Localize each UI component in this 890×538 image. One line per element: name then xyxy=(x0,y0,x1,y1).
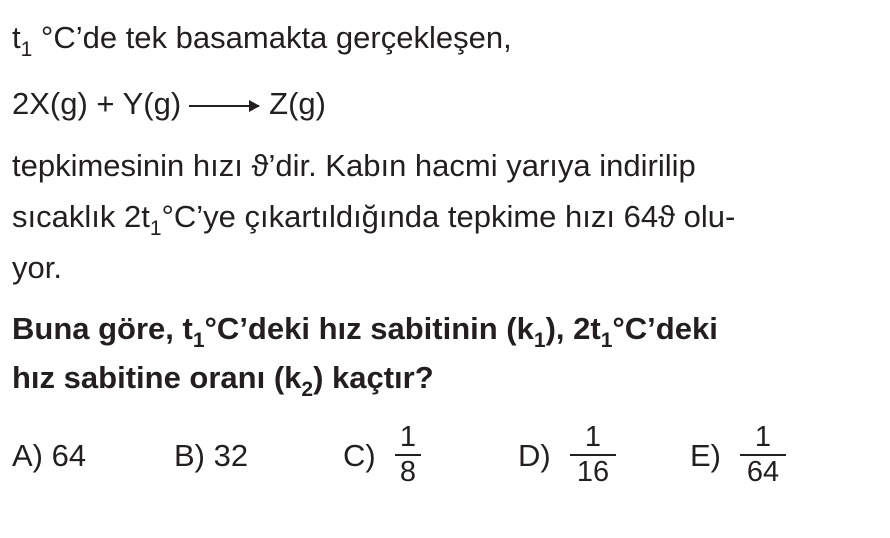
reaction-reactants: 2X(g) + Y(g) xyxy=(12,86,182,121)
body-line-3: yor. xyxy=(12,250,62,285)
intro-t-subscript: 1 xyxy=(20,38,33,61)
question-text-2: °C’deki hız sabitinin (k xyxy=(204,311,534,346)
option-c-denominator: 8 xyxy=(399,456,417,488)
option-e-fraction xyxy=(740,422,786,487)
question-line-1 xyxy=(12,309,718,352)
body-line-2 xyxy=(12,197,736,240)
body-line-2-text-b: °C’ye çıkartıldığında tepkime hızı 64ϑ olu- xyxy=(161,199,736,234)
question-subscript-2: 1 xyxy=(533,329,546,352)
option-a-value: 64 xyxy=(51,438,87,473)
option-b-value: 32 xyxy=(213,438,249,473)
option-e-denominator: 64 xyxy=(746,456,780,488)
option-d[interactable] xyxy=(518,421,628,488)
option-a-label: A) xyxy=(12,438,43,473)
option-e[interactable] xyxy=(690,421,800,488)
option-d-label: D) xyxy=(518,438,551,473)
reaction-arrow-icon xyxy=(189,105,259,107)
question-subscript-4: 2 xyxy=(301,378,314,401)
body-line-2-text-a: sıcaklık 2t xyxy=(12,199,150,234)
question-text-3: ), 2t xyxy=(545,311,601,346)
option-a[interactable] xyxy=(12,436,86,476)
option-e-numerator: 1 xyxy=(754,421,772,453)
option-c-label: C) xyxy=(343,438,376,473)
intro-text: °C’de tek basamakta gerçekleşen, xyxy=(32,20,512,55)
option-d-numerator: 1 xyxy=(584,421,602,453)
option-d-fraction xyxy=(570,422,616,487)
question-text-1: Buna göre, t xyxy=(12,311,193,346)
option-c-numerator: 1 xyxy=(399,421,417,453)
question-line-2 xyxy=(12,358,434,401)
question-text-6: ) kaçtır? xyxy=(313,360,434,395)
option-b[interactable] xyxy=(174,436,248,476)
body-line-2-subscript: 1 xyxy=(149,217,162,240)
intro-t: t xyxy=(12,20,21,55)
question-text-4: °C’deki xyxy=(612,311,718,346)
question-subscript-3: 1 xyxy=(600,329,613,352)
reaction-equation xyxy=(12,84,326,124)
question-subscript-1: 1 xyxy=(192,329,205,352)
intro-line xyxy=(12,18,512,61)
body-line-1: tepkimesinin hızı ϑ’dir. Kabın hacmi yarıya indirilip xyxy=(12,148,696,183)
option-e-label: E) xyxy=(690,438,721,473)
option-c-fraction xyxy=(395,422,421,487)
option-b-label: B) xyxy=(174,438,205,473)
option-c[interactable] xyxy=(343,421,433,488)
option-d-denominator: 16 xyxy=(576,456,610,488)
reaction-product: Z(g) xyxy=(269,86,326,121)
question-text-5: hız sabitine oranı (k xyxy=(12,360,302,395)
